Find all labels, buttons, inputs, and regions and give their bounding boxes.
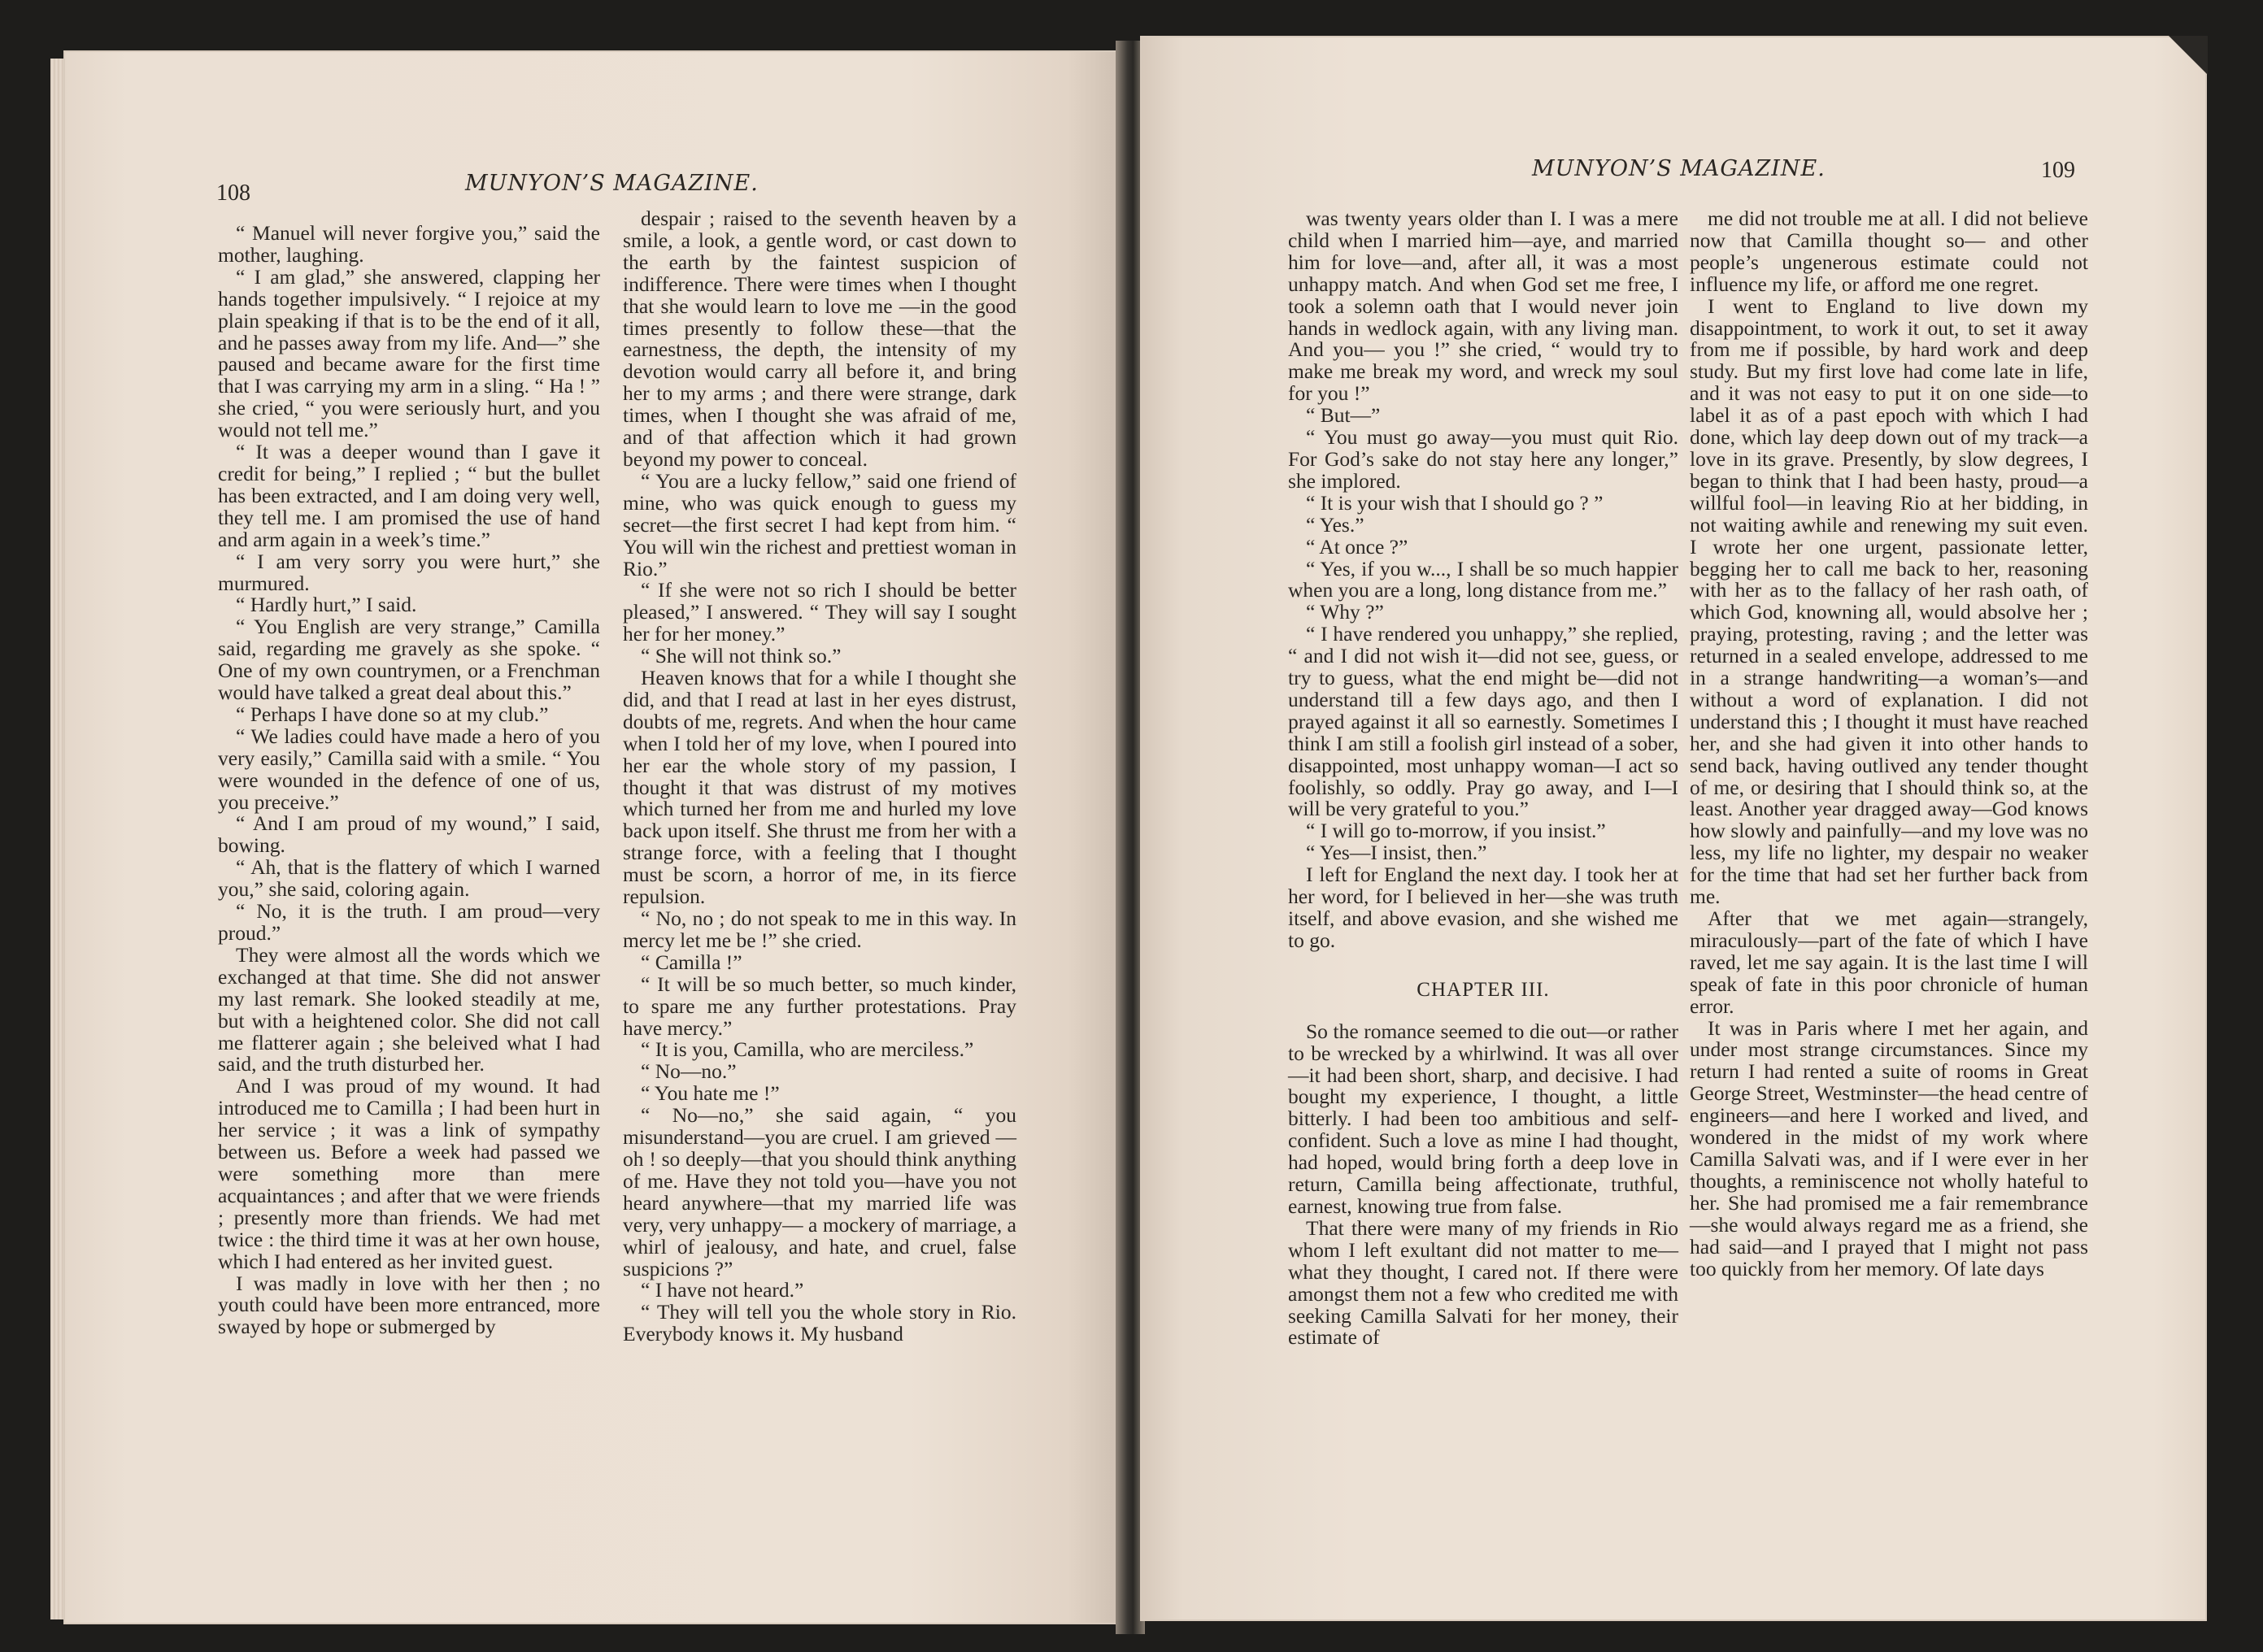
paragraph: “ They will tell you the whole story in Rio. Everybody knows it. My husband	[623, 1300, 1016, 1346]
paragraph: I left for England the next day. I took her at her word, for I believed in her—she was truth itself, and above evasion, and she wished me to go.	[1288, 863, 1678, 952]
paragraph: They were almost all the words which we exchanged at that time. She did not answer my last remark. She looked steadily at me, but with a heightened color. She did not call me flatterer again ; she beleived what I had said, and the truth disturbed her.	[218, 942, 600, 1076]
paragraph: “ I have rendered you unhappy,” she replied, “ and I did not wish it—did not see, guess, or try to guess, what the end might be—did not understand till a few days ago, and then I prayed against it all so earnestly. Sometimes I think I am still a foolish girl instead of a sober, disappointed, most unhappy woman—I act so foolishly, so oddly. Pray go away, and I—I will be very grateful to you.”	[1288, 622, 1678, 821]
paragraph: “ I will go to-morrow, if you insist.”	[1306, 819, 1606, 843]
paragraph: “ You are a lucky fellow,” said one friend of mine, who was quick enough to guess my secret—the first secret I had kept from him. “ You will win the richest and prettiest woman in Rio.”	[623, 468, 1016, 580]
paragraph: “ Yes, if you w..., I shall be so much happier when you are a long, long distance from me.”	[1288, 556, 1678, 602]
paragraph: “ Perhaps I have done so at my club.”	[236, 702, 549, 726]
paragraph: was twenty years older than I. I was a mere child when I married him—aye, and married him for love—and, after all, it was a most unhappy match. And when God set me free, I took a solemn oath that I would never join hands in wedlock again, with any living man. And you— you !” she cried, “ would try to make me break my word, and wreck my soul for you !”	[1288, 206, 1678, 406]
paragraph: “ No—no.”	[641, 1059, 737, 1084]
paragraph: “ Yes.”	[1306, 512, 1364, 537]
page-corner-fold	[2169, 36, 2208, 75]
paragraph: “ I have not heard.”	[641, 1278, 804, 1302]
left-page	[63, 50, 1121, 1624]
paragraph: “ But—”	[1306, 403, 1381, 428]
page-number: 109	[2041, 158, 2075, 183]
paragraph: “ You English are very strange,” Camilla said, regarding me gravely as she spoke. “ One of my own countrymen, or a Frenchman would have talked a great deal about this.”	[218, 615, 600, 705]
paragraph: “ You hate me !”	[641, 1081, 780, 1106]
paragraph: “ It is you, Camilla, who are merciless.”	[641, 1037, 974, 1062]
paragraph: “ Camilla !”	[641, 950, 742, 974]
chapter-heading: CHAPTER III.	[1417, 978, 1550, 1001]
paragraph: I was madly in love with her then ; no youth could have been more entranced, more swayed by hope or submerged by	[218, 1271, 600, 1339]
paragraph: “ At once ?”	[1306, 534, 1408, 559]
paragraph: “ It will be so much better, so much kinder, to spare me any further protestations. Pray have mercy.”	[623, 972, 1016, 1040]
paragraph: “ It is your wish that I should go ? ”	[1306, 490, 1604, 515]
paragraph: It was in Paris where I met her again, and under most strange circumstances. Since my return I had rented a suite of rooms in Great George Street, Westminster—the head centre of engineers—and here I worked and lived, and wondered in the midst of my work where Camilla Salvati was, and if I were ever in her thoughts, a reminiscence not wholly hateful to her. She had promised me a fair remembrance—she would always regard me as a friend, she had said—and I prayed that I might not pass too quickly from her memory. Of late days	[1690, 1015, 2088, 1280]
running-head: MUNYON’S MAGAZINE.	[1532, 156, 1826, 181]
paragraph: “ No—no,” she said again, “ you misunderstand—you are cruel. I am grieved —oh ! so deeply—that you should think anything of me. Have they not told you—have you not heard anywhere—that my married life was very, very unhappy— a mockery of marriage, a whirl of jealousy, and hate, and cruel, false suspicions ?”	[623, 1103, 1016, 1280]
paragraph: “ Hardly hurt,” I said.	[236, 593, 417, 617]
paragraph: “ Ah, that is the flattery of which I warned you,” she said, coloring again.	[218, 855, 600, 902]
text-column-right	[1690, 208, 2088, 1280]
paragraph: “ It was a deeper wound than I gave it credit for being,” I replied ; “ but the bullet has been extracted, and I am doing very well, they tell me. I am promised the use of hand and arm again in a week’s time.”	[218, 440, 600, 551]
paragraph: So the romance seemed to die out—or rather to be wrecked by a whirlwind. It was all over—it had been short, sharp, and decisive. I had bought my experience, I thought, a little bitterly. I had been too ambitious and self-confident. Such a love as mine I had thought, had hoped, would bring forth a deep love in return, Camilla being affectionate, truthful, earnest, knowing true from false.	[1288, 1019, 1678, 1218]
right-page	[1140, 36, 2207, 1621]
paragraph: “ Yes—I insist, then.”	[1306, 841, 1487, 865]
paragraph: despair ; raised to the seventh heaven by a smile, a look, a gentle word, or cast down to the earth by the faintest suspicion of indifference. There were times when I thought that she would learn to love me —in the good times presently to follow these—that the earnestness, the depth, the intensity of my devotion would carry all before it, and bring her to my arms ; and there were strange, dark times, when I thought she was afraid of me, and of that affection which it had grown beyond my power to conceal.	[623, 206, 1016, 471]
paragraph: “ She will not think so.”	[641, 644, 842, 668]
paragraph: “ I am very sorry you were hurt,” she murmured.	[218, 549, 600, 595]
running-head: MUNYON’S MAGAZINE.	[465, 171, 759, 196]
paragraph: Heaven knows that for a while I thought she did, and that I read at last in her eyes distrust, doubts of me, regrets. And when the hour came when I told her of my love, when I poured into her ear the whole story of my passion, I thought it that was distrust of my motives which turned her from me and hurled my love back upon itself. She thrust me from her with a strange force, with a feeling that I thought must be scorn, a horror of me, in its fierce repulsion.	[623, 666, 1016, 909]
text-column-left	[1288, 208, 1678, 1349]
page-number: 108	[216, 180, 250, 206]
paragraph: “ If she were not so rich I should be better pleased,” I answered. “ They will say I sought her for her money.”	[623, 578, 1016, 646]
paragraph: “ Manuel will never forgive you,” said the mother, laughing.	[218, 221, 600, 267]
paragraph: “ Why ?”	[1306, 600, 1384, 624]
paragraph: “ And I am proud of my wound,” I said, bowing.	[218, 811, 600, 858]
paragraph: That there were many of my friends in Rio whom I left exultant did not matter to me—what they thought, I cared not. If there were amongst them not a few who credited me with seeking Camilla Salvati for her money, their estimate of	[1288, 1215, 1678, 1350]
text-column-left	[218, 223, 600, 1338]
paragraph: And I was proud of my wound. It had introduced me to Camilla ; I had been hurt in her service ; it was a link of sympathy between us. Before a week had passed we were something more than mere acquaintances ; and after that we were friends ; presently more than friends. We had met twice : the third time it was at her own house, which I had entered as her invited guest.	[218, 1074, 600, 1273]
paragraph: “ We ladies could have made a hero of you very easily,” Camilla said with a smile. “ You were wounded in the defence of one of us, you preceive.”	[218, 724, 600, 814]
paragraph: After that we met again—strangely, miraculously—part of the fate of which I have raved, let me say again. It is the last time I will speak of fate in this poor chronicle of human error.	[1690, 906, 2088, 1018]
paragraph: I went to England to live down my disappointment, to work it out, to set it away from me if possible, by hard work and deep study. But my first love had come late in life, and it was not easy to put it on one side—to label it as of a past epoch with which I had done, which lay deep down out of my track—a love in its grave. Presently, by slow degrees, I began to think that I had been hasty, proud—a willful fool—in leaving Rio at her bidding, in not waiting awhile and renewing my suit even. I wrote her one urgent, passionate letter, begging her to call me back to her, reasoning with her as to the fallacy of her rash oath, of which God, knowning all, would absolve her ; praying, protesting, raving ; and the letter was returned in a sealed envelope, addressed to me in a strange handwriting—a woman’s—and without a word of explanation. I did not understand this ; I thought it must have reached her, and she had given it into other hands to send back, having outlived any tender thought of me, or desiring that I should think so, at the least. Another year dragged away—God knows how slowly and painfully—and my love was no less, my life no lighter, my despair no weaker for the time that had set her further back from me.	[1690, 293, 2088, 909]
text-column-right	[623, 208, 1016, 1346]
paragraph: “ No, no ; do not speak to me in this way. In mercy let me be !” she cried.	[623, 906, 1016, 952]
paragraph: “ I am glad,” she answered, clapping her hands together impulsively. “ I rejoice at my plain speaking if that is to be the end of it all, and he passes away from my life. And—” she paused and became aware for the first time that I was carrying my arm in a sling. “ Ha ! ” she cried, “ you were seriously hurt, and you would not tell me.”	[218, 264, 600, 442]
paragraph: me did not trouble me at all. I did not believe now that Camilla thought so— and other people’s ungenerous estimate could not influence my life, or afford me one regret.	[1690, 206, 2088, 296]
paragraph: “ You must go away—you must quit Rio. For God’s sake do not stay here any longer,” she implored.	[1288, 425, 1678, 493]
paragraph: “ No, it is the truth. I am proud—very proud.”	[218, 899, 600, 945]
